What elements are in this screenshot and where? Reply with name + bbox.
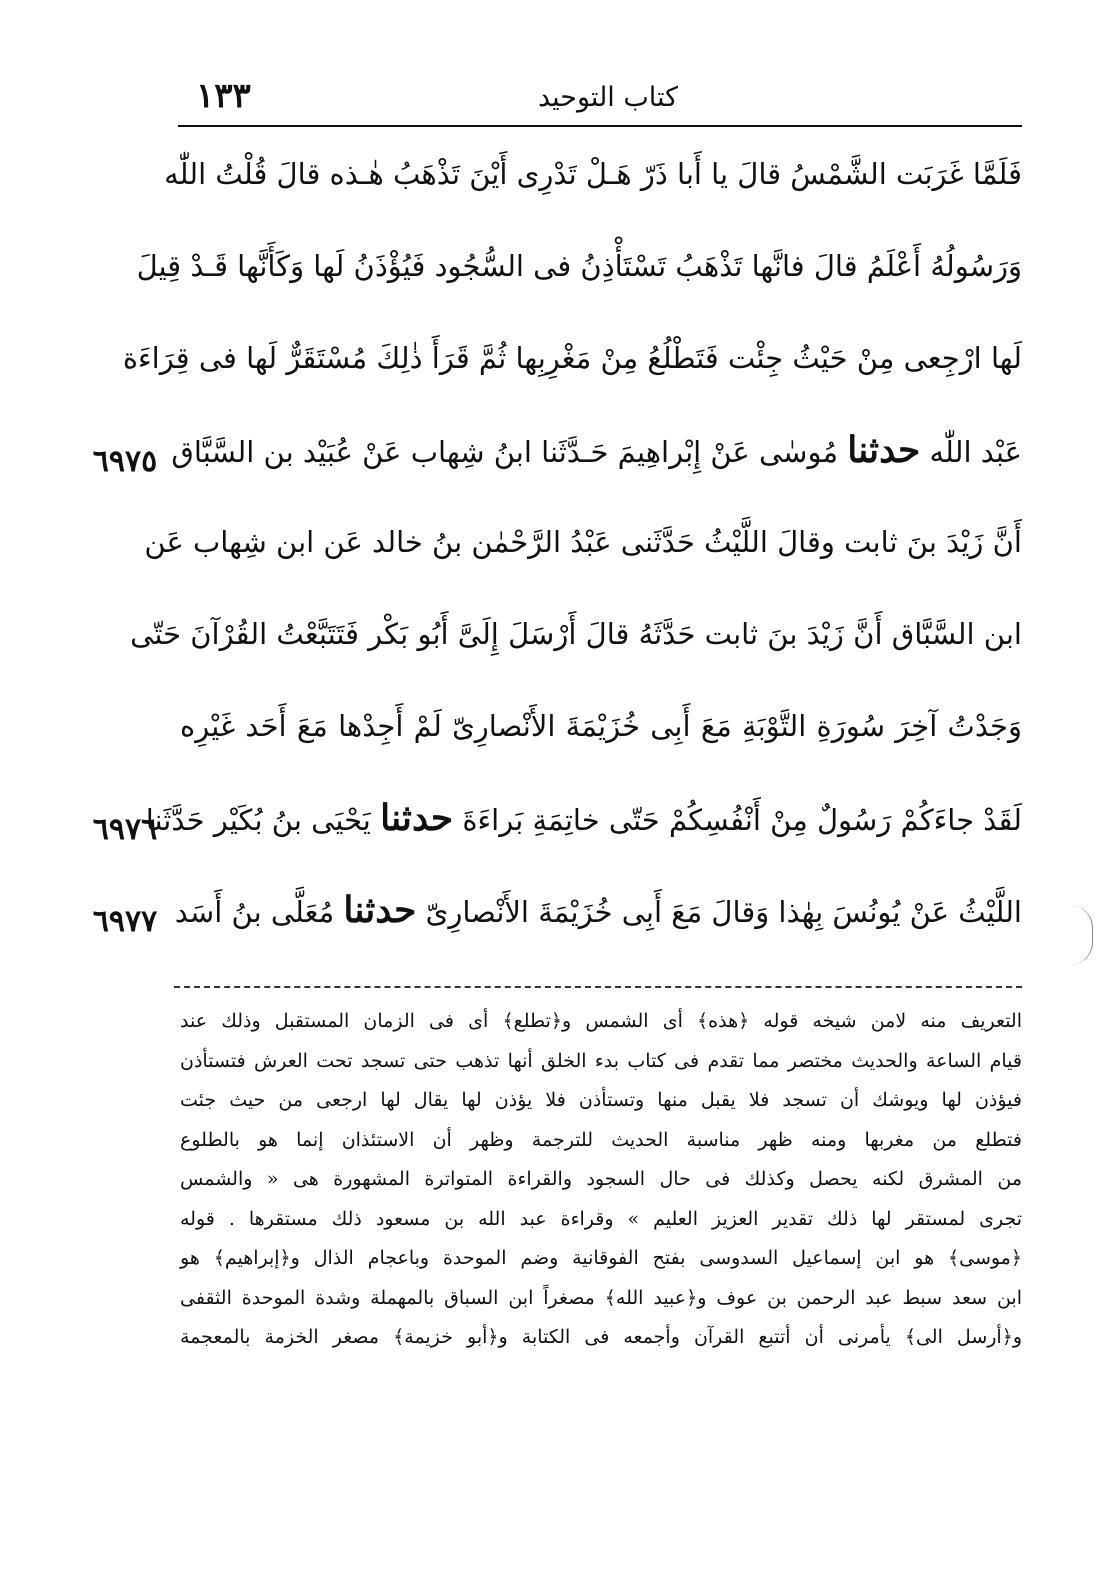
main-line-text: مُعَلَّى بنُ أَسَد	[174, 895, 335, 929]
note-line: قيام الساعة والحديث مختصر مما تقدم فى كتاب بدء الخلق أنها تذهب حتى تسجد تحت العرش فتستأذن	[180, 1049, 1022, 1072]
margin-bracket-mark	[1070, 905, 1093, 965]
main-line	[171, 404, 1022, 496]
note-line: تجرى لمستقر لها ذلك تقدير العزيز العليم » وقراءة عبد الله بن مسعود ذلك مستقرها . قوله	[180, 1207, 1022, 1230]
note-line: التعريف منه لامن شيخه قوله ﴿هذه﴾ أى الشمس و﴿تطلع﴾ أى فى الزمان المستقبل وذلك عند	[180, 1010, 1022, 1032]
note-line: فيؤذن لها ويوشك أن تسجد فلا يقبل منها وتستأذن فلا يؤذن لها يقال لها ارجعى من حيث جئت	[180, 1089, 1022, 1111]
main-line-text: عَبْد اللّٰه	[929, 435, 1022, 469]
main-line: وَجَدْتُ آخِرَ سُورَةِ التَّوْبَةِ مَعَ أَبِى خُزَيْمَةَ الأَنْصارِىّ لَمْ أَجِدْها مَعَ أَحَد غَيْرِه	[180, 709, 1022, 743]
main-line: فَلَمَّا غَرَبَت الشَّمْسُ قالَ يا أَبا ذَرّ هَـلْ تَدْرِى أَيْنَ تَذْهَبُ هٰـذه قالَ قُلْتُ اللّٰه	[164, 157, 1022, 191]
main-line: ابن السَّبَّاق أَنَّ زَيْدَ بنَ ثابت حَدَّثَهُ قالَ أَرْسَلَ إِلَىَّ أَبُو بَكْر فَتَتَبَّعْتُ القُرْآنَ حَتّى	[130, 617, 1022, 651]
hadith-number: ٦٩٧٦	[92, 812, 158, 847]
main-line-text: مُوسٰى عَنْ إِبْراهِيمَ حَـدَّثَنا ابنُ شِهاب عَنْ عُبَيْد بن السَّبَّاق	[171, 435, 838, 469]
main-line: أَنَّ زَيْدَ بنَ ثابت وقالَ اللَّيْثُ حَدَّثَنى عَبْدُ الرَّحْمٰن بنُ خالد عَن ابن شِهاب عَن	[144, 525, 1022, 559]
note-line: فتطلع من مغربها ومنه ظهر مناسبة الحديث للترجمة وظهر أن الاستئذان إنما هو بالطلوع	[180, 1128, 1022, 1151]
footnote-rule	[174, 986, 1022, 988]
header-rule	[178, 125, 1022, 127]
note-line: ﴿موسى﴾ هو ابن إسماعيل السدوسى بفتح الفوقانية وضم الموحدة وباعجام الذال و﴿إبراهيم﴾ هو	[180, 1247, 1022, 1269]
main-line	[174, 864, 1022, 956]
page-header	[178, 72, 1018, 122]
main-line-text: يَحْيَى بنُ بُكَيْر حَدَّثَنا	[145, 803, 371, 837]
hadith-number: ٦٩٧٧	[92, 904, 158, 939]
main-line	[145, 772, 1022, 864]
note-line: و﴿أرسل الى﴾ يأمرنى أن أتتبع القرآن وأجمعه فى الكتابة و﴿أبو خزيمة﴾ مصغر الخزمة بالمعجمة	[180, 1326, 1022, 1348]
note-line: ابن سعد سبط عبد الرحمن بن عوف و﴿عبيد الله﴾ مصغراً ابن السباق بالمهملة وشدة الموحدة الثقفى	[180, 1286, 1022, 1309]
running-title: كتاب التوحيد	[537, 82, 679, 113]
page-number: ١٣٣	[196, 76, 251, 116]
haddathana-keyword: حدثنا	[343, 889, 417, 931]
note-line: من المشرق لكنه يحصل وكذلك فى حال السجود والقراءة المتواترة المشهورة هى « والشمس	[180, 1168, 1022, 1190]
main-line-text: لَقَدْ جاءَكُمْ رَسُولٌ مِنْ أَنْفُسِكُمْ حَتّى خاتِمَةِ بَراءَةَ	[462, 803, 1022, 837]
haddathana-keyword: حدثنا	[380, 797, 454, 839]
commentary-notes	[180, 1002, 1022, 1358]
main-line: وَرَسُولُهُ أَعْلَمُ قالَ فانَّها تَذْهَبُ تَسْتَأْذِنُ فى السُّجُود فَيُؤْذَنُ لَها وَكَأَنَّها قَـدْ قِيلَ	[136, 249, 1022, 283]
hadith-number: ٦٩٧٥	[92, 444, 158, 479]
haddathana-keyword: حدثنا	[847, 429, 921, 471]
main-line: لَها ارْجِعى مِنْ حَيْثُ جِئْت فَتَطْلُعُ مِنْ مَغْرِبِها ثُمَّ قَرَأَ ذٰلِكَ مُسْتَقَرٌّ لَها فى قِرَاءَة	[122, 341, 1022, 375]
main-line-text: اللَّيْثُ عَنْ يُونُسَ بِهٰذا وَقالَ مَعَ أَبِى خُزَيْمَةَ الأَنْصارِىّ	[425, 895, 1022, 929]
